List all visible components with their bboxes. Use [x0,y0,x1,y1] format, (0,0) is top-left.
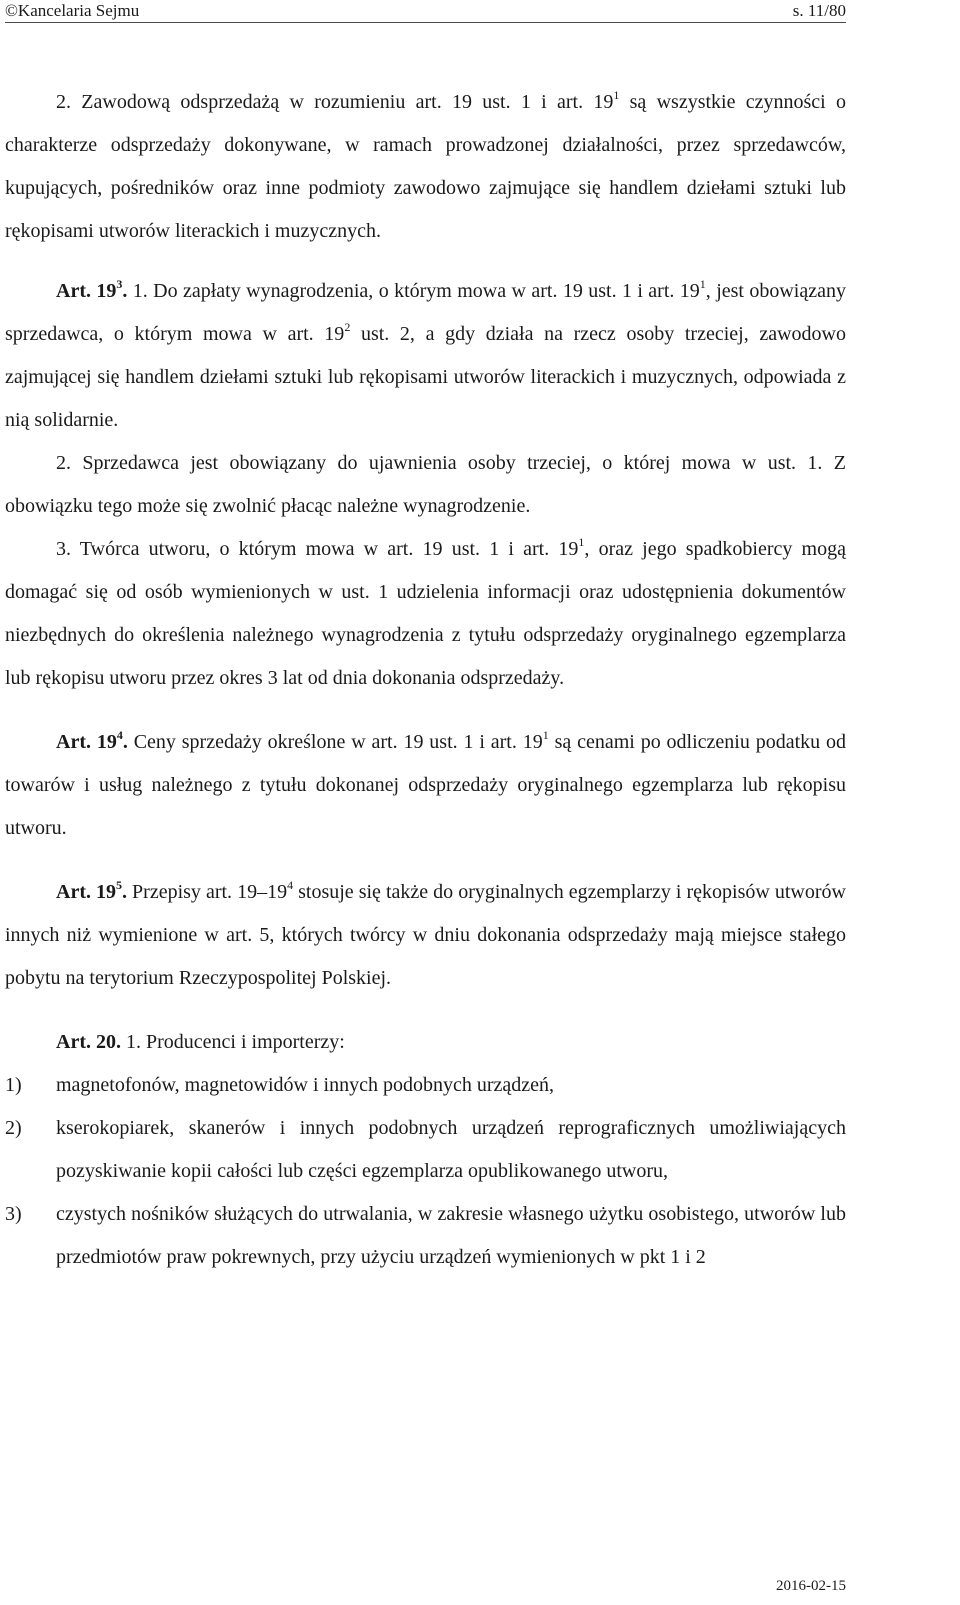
list-item-number: 1) [5,1074,22,1096]
paragraph-art19-4: Art. $19^4$. Ceny sprzedaży określone w art. 19 ust. 1 i art. $19^1$ są cenami po odliczeniu podatku od towarów i usług należnego z tytułu dokonanej odsprzedaży oryginalnego egzemplarza lub rękopisu utworu. [5,728,846,839]
footer-date: 2016-02-15 [776,1578,846,1594]
paragraph-art19-5: Art. $19^5$. Przepisy art. $19-19^4$ stosuje się także do oryginalnych egzemplarzy i rękopisów utworów innych niż wymienione w art. 5, których twórcy w dniu dokonania odsprzedaży mają miejsce stałego pobytu na terytorium Rzeczypospolitej Polskiej. [5,878,846,989]
publisher-label: ©Kancelaria Sejmu [5,1,140,20]
paragraph-art19-3-ust2: 2. Sprzedawca jest obowiązany do ujawnienia osoby trzeciej, o której mowa w ust. 1. Z obowiązku tego może się zwolnić płacąc należne wynagrodzenie. [5,452,846,517]
document-body [5,81,846,1279]
paragraph-art19-3-ust3: 3. Twórca utworu, o którym mowa w art. 19 ust. 1 i art. $19^1$, oraz jego spadkobiercy mogą domagać się od osób wymienionych w ust. 1 udzielenia informacji oraz udostępnienia dokumentów niezbędnych do określenia należnego wynagrodzenia z tytułu odsprzedaży oryginalnego egzemplarza lub rękopisu utworu przez okres 3 lat od dnia dokonania odsprzedaży. [5,535,846,689]
list-item [5,1193,846,1279]
list-item-text: czystych nośników służących do utrwalania, w zakresie własnego użytku osobistego, utworów lub przedmiotów praw pokrewnych, przy użyciu urządzeń wymienionych w pkt 1 i 2 [56,1203,846,1268]
list-item [5,1064,846,1107]
article-heading: Art. $19^3$. [56,277,128,302]
page-number: s. 11/80 [792,1,846,20]
list-item-text: magnetofonów, magnetowidów i innych podobnych urządzeń, [56,1074,555,1096]
paragraph-art19-2-ust2: 2. Zawodową odsprzedażą w rozumieniu art. 19 ust. 1 i art. $19^1$ są wszystkie czynności o charakterze odsprzedaży dokonywane, w ramach prowadzonej działalności, przez sprzedawców, kupujących, pośredników oraz inne podmioty zawodowo zajmujące się handlem dziełami sztuki lub rękopisami utworów literackich i muzycznych. [5,88,846,242]
list-item [5,1107,846,1193]
article-heading: Art. $19^5$. [56,878,128,903]
paragraph-art20-ust1: Art. 20. 1. Producenci i importerzy: [56,1031,345,1053]
paragraph-art19-3-ust1: Art. $19^3$. 1. Do zapłaty wynagrodzenia, o którym mowa w art. 19 ust. 1 i art. $19^1$, jest obowiązany sprzedawca, o którym mowa w art. $19^2$ ust. 2, a gdy działa na rzecz osoby trzeciej, zawodowo zajmującej się handlem dziełami sztuki lub rękopisami utworów literackich i muzycznych, odpowiada z nią solidarnie. [5,277,846,431]
list-item-text: kserokopiarek, skanerów i innych podobnych urządzeń reprograficznych umożliwiających pozyskiwanie kopii całości lub części egzemplarza opublikowanego utworu, [56,1117,846,1182]
article-heading: Art. 20. [56,1031,121,1053]
list-item-number: 3) [5,1203,22,1225]
list-item-number: 2) [5,1117,22,1139]
page-header [5,0,846,23]
article-heading: Art. $19^4$. [56,728,128,753]
